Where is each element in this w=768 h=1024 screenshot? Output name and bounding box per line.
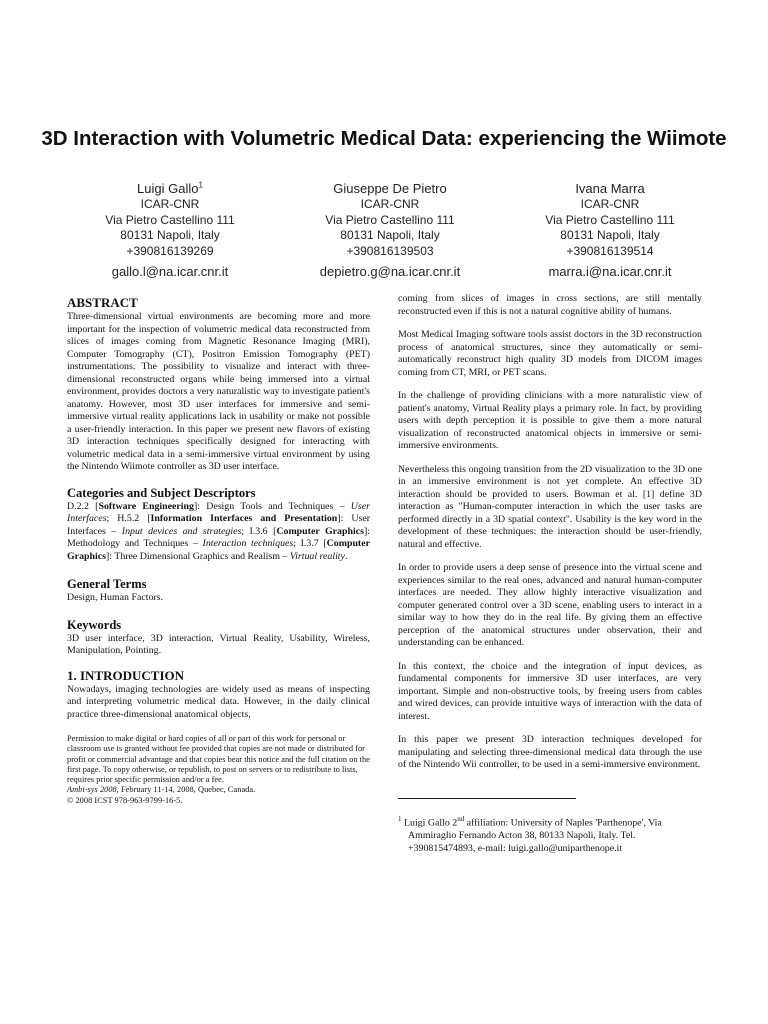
categories-part: Input devices and strategies bbox=[121, 525, 242, 537]
categories-part: Software Engineering bbox=[98, 500, 194, 512]
copyright-line: © 2008 ICST 978-963-9799-16-5. bbox=[67, 795, 183, 805]
body-paragraph: In this paper we present 3D interaction techniques developed for manipulating and selecting three-dimensional medical data through the use of the Nintendo Wii controller, to be used in a semi-immersive environment. bbox=[398, 734, 702, 770]
author-email: gallo.l@na.icar.cnr.it bbox=[111, 264, 229, 279]
left-column bbox=[67, 295, 370, 806]
introduction-text: Nowadays, imaging technologies are widely used as means of inspecting and interpreting volumetric medical data. However, in the daily clinical practice three-dimensional anatomical objects, bbox=[67, 683, 370, 720]
author-org: ICAR-CNR bbox=[580, 197, 640, 211]
introduction-heading: 1. INTRODUCTION bbox=[67, 667, 185, 683]
categories-part: ]: User Interfaces – bbox=[67, 513, 370, 537]
venue-name: Ambi-sys 2008 bbox=[67, 785, 117, 795]
body-paragraph: In the challenge of providing clinicians with a more naturalistic view of patient's anatomy, Virtual Reality plays a primary role. In fact, by providing users with depth perception it is possible to give them a more natural visualization of reconstructed anatomical objects in immersive or semi-immersive environments. bbox=[398, 390, 702, 451]
author-block bbox=[60, 181, 720, 280]
author-1 bbox=[60, 181, 280, 280]
categories-text bbox=[67, 501, 370, 564]
author-2 bbox=[280, 181, 500, 280]
abstract-heading: ABSTRACT bbox=[67, 295, 138, 310]
body-paragraph: Most Medical Imaging software tools assist doctors in the 3D reconstruction process of anatomical structures, since they automatically or semi-automatically reconstruct high quality 3D models from DICOM images coming from CT, MRI, or PET scans. bbox=[398, 329, 702, 378]
author-address: Via Pietro Castellino 111 bbox=[545, 212, 675, 227]
author-city: 80131 Napoli, Italy bbox=[120, 228, 220, 242]
footnote-sup: nd bbox=[457, 814, 465, 823]
author-email: depietro.g@na.icar.cnr.it bbox=[319, 264, 461, 279]
author-address: Via Pietro Castellino 111 bbox=[325, 212, 455, 227]
author-phone: +390816139503 bbox=[346, 243, 434, 258]
paper-title: 3D Interaction with Volumetric Medical Data: experiencing the Wiimote bbox=[41, 127, 727, 150]
author-phone: +390816139514 bbox=[566, 243, 654, 258]
categories-part: . bbox=[344, 550, 348, 562]
categories-part: ]: Design Tools and Techniques – bbox=[193, 500, 351, 512]
footnote-pre: Luigi Gallo 2 bbox=[403, 816, 458, 828]
categories-part: User Interfaces bbox=[67, 500, 370, 524]
author-name-text: Luigi Gallo bbox=[137, 181, 199, 196]
body-paragraph: In this context, the choice and the integration of input devices, as fundamental components for immersive 3D user interfaces, are very important. Simple and non-obstructive tools, by freeing users from cables and wired devices, can provide intuitive ways of interaction with the data of interest. bbox=[398, 660, 702, 722]
footnote-text: affiliation: University of Naples 'Parthenope', Via Ammiraglio Fernando Acton 38, 80133 Napoli, Italy. Tel. +390815474893, e-mail: luigi.gallo@uniparthenope.it bbox=[408, 816, 662, 854]
permission-text: Permission to make digital or hard copies of all or part of this work for personal or classroom use is granted without fee provided that copies are not made or distributed for profit or commercial advantage and that copies bear this notice and the full citation on the first page. To copy otherwise, or republish, to post on servers or to redistribute to lists, requires prior specific permission and/or a fee. bbox=[67, 734, 370, 785]
right-column bbox=[398, 293, 702, 855]
footnote-mark: 1 bbox=[398, 814, 402, 823]
author-address: Via Pietro Castellino 111 bbox=[105, 212, 235, 227]
footnote bbox=[398, 813, 702, 855]
author-name: Giuseppe De Pietro bbox=[333, 181, 447, 196]
author-org: ICAR-CNR bbox=[360, 197, 420, 211]
categories-part: D.2.2 [ bbox=[67, 500, 99, 512]
categories-part: ; H.5.2 [ bbox=[106, 513, 151, 524]
author-name: Ivana Marra bbox=[575, 181, 645, 196]
author-city: 80131 Napoli, Italy bbox=[560, 228, 660, 242]
venue-details: , February 11-14, 2008, Quebec, Canada. bbox=[116, 785, 256, 795]
body-paragraph: Nevertheless this ongoing transition from the 2D visualization to the 3D one in an immersive environment is not yet complete. An effective 3D interaction should be provided to users. Bowman et al. [1] define 3D interaction as "Human-computer interaction in which the user tasks are performed directly in a 3D spatial context". Usability is the key word in the development of these techniques: the interaction should be user-friendly, natural and effective. bbox=[398, 463, 702, 550]
author-city: 80131 Napoli, Italy bbox=[340, 228, 440, 242]
categories-heading: Categories and Subject Descriptors bbox=[67, 485, 256, 500]
categories-part: ; I.3.6 [ bbox=[241, 525, 277, 537]
footnote-rule bbox=[398, 798, 576, 799]
author-email: marra.i@na.icar.cnr.it bbox=[548, 264, 672, 279]
author-name bbox=[60, 181, 280, 197]
body-paragraph: In order to provide users a deep sense of presence into the virtual scene and experiences similar to the real ones, advanced and natural human-computer interfaces are needed. They allow highly interactive visualization and computer generated control over a 3D scene, enabling users to interact in a similar way to how they do in the real life. By giving them an effective perception of the anatomical structures under observation, their and understanding can be enhanced. bbox=[398, 562, 702, 648]
keywords-text: 3D user interface, 3D interaction, Virtual Reality, Usability, Wireless, Manipulation, Pointing. bbox=[67, 632, 370, 656]
body-paragraph: coming from slices of images in cross sections, are still mentally reconstructed even if this is not a natural cognitive ability of humans. bbox=[398, 293, 702, 317]
author-org: ICAR-CNR bbox=[140, 197, 200, 211]
general-terms-heading: General Terms bbox=[67, 577, 147, 591]
categories-part: Computer Graphics bbox=[67, 538, 370, 562]
keywords-heading: Keywords bbox=[67, 617, 122, 632]
categories-part: ]: Methodology and Techniques – bbox=[67, 525, 370, 549]
author-phone: +390816139269 bbox=[126, 243, 214, 258]
footnote-mark: 1 bbox=[198, 180, 203, 190]
categories-part: Computer Graphics bbox=[276, 525, 364, 537]
categories-part: Information Interfaces and Presentation bbox=[150, 513, 338, 524]
categories-part: ]: Three Dimensional Graphics and Realism – bbox=[105, 550, 290, 562]
author-3 bbox=[500, 181, 720, 280]
general-terms-text: Design, Human Factors. bbox=[67, 592, 163, 603]
permission-notice bbox=[67, 734, 370, 806]
categories-part: Virtual reality bbox=[289, 550, 345, 562]
categories-part: Interaction techniques bbox=[202, 538, 294, 549]
categories-part: ; I.3.7 [ bbox=[293, 538, 327, 549]
abstract-text: Three-dimensional virtual environments are becoming more and more important for the inspection of volumetric medical data reconstructed from slices of images coming from Magnetic Resonance Imaging (MRI), Computer Tomography (CT), Positron Emission Tomography (PET) instrumentations. The possibility to visualize and interact with three-dimensional reconstructed organs while being immersed into a virtual environment, provides doctors a very naturalistic way to investigate patient's anatomy. However, most 3D user interfaces for immersive and semi-immersive virtual reality applications lack in usability or make not possible a user-friendly interaction. In this paper we present new flavors of existing 3D interaction techniques specifically designed for interacting with volumetric medical data in a semi-immersive virtual environment by using the Nintendo Wiimote controller as 3D user interface. bbox=[67, 311, 370, 472]
